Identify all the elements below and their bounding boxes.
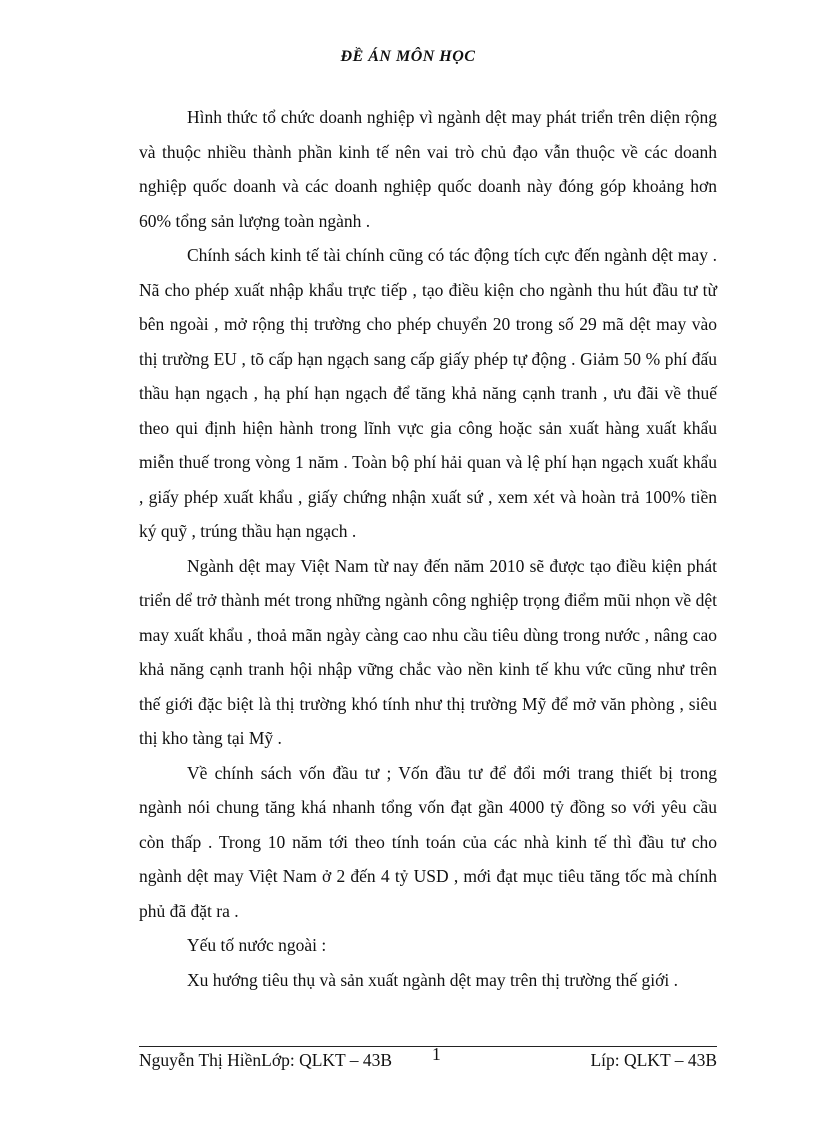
page-header-title: ĐỀ ÁN MÔN HỌC [340,48,476,65]
footer-divider [139,1046,717,1047]
paragraph-finance-policy: Chính sách kinh tế tài chính cũng có tác động tích cực đến ngành dệt may . Nã cho phép xuất nhập khẩu trực tiếp , tạo điều kiện cho ngành thu hút đầu tư từ bên ngoài , mở rộng thị trường cho phép chuyển 20 trong số 29 mã dệt may vào thị trường EU , tõ cấp hạn ngạch sang cấp giấy phép tự động . Giảm 50 % phí đấu thầu hạn ngạch , hạ phí hạn ngạch để tăng khả năng cạnh tranh , ưu đãi về thuế theo qui định hiện hành trong lĩnh vực gia công hoặc sản xuất hàng xuất khẩu miễn thuế trong vòng 1 năm . Toàn bộ phí hải quan và lệ phí hạn ngạch xuất khẩu , giấy phép xuất khẩu , giấy chứng nhận xuất sứ , xem xét và hoàn trả 100% tiền ký quỹ , trúng thầu hạn ngạch . [139,245,717,541]
paragraph-investment-policy: Về chính sách vốn đầu tư ; Vốn đầu tư để đổi mới trang thiết bị trong ngành nói chung tăng khá nhanh tổng vốn đạt gần 4000 tỷ đồng so với yêu cầu còn thấp . Trong 10 năm tới theo tính toán của các nhà kinh tế thì đầu tư cho ngành dệt may Việt Nam ở 2 đến 4 tỷ USD , mới đạt mục tiêu tăng tốc mà chính phủ đã đặt ra . [139,762,717,921]
paragraph-world-trend: Xu hướng tiêu thụ và sản xuất ngành dệt may trên thị trường thế giới . [187,969,678,990]
paragraph-organization: Hình thức tổ chức doanh nghiệp vì ngành dệt may phát triển trên diện rộng và thuộc nhiều thành phần kinh tế nên vai trò chủ đạo vẫn thuộc về các doanh nghiệp quốc doanh và các doanh nghiệp quốc doanh này đóng góp khoảng hơn 60% tổng sản lượng toàn ngành . [139,107,717,231]
footer-author: Nguyễn Thị HiềnLớp: QLKT – 43B [139,1050,393,1070]
paragraph-development-2010: Ngành dệt may Việt Nam từ nay đến năm 2010 sẽ được tạo điều kiện phát triển dể trở thành mét trong những ngành công nghiệp trọng điểm mũi nhọn về dệt may xuất khẩu , thoả mãn ngày càng cao nhu cầu tiêu dùng trong nước , nâng cao khả năng cạnh tranh hội nhập vững chắc vào nền kinh tế khu vức cũng như trên thế giới đặc biệt là thị trường khó tính như thị trường Mỹ để mở văn phòng , siêu thị kho tàng tại Mỹ . [139,555,717,748]
page-footer [139,1044,717,1076]
page-number: 1 [432,1044,441,1064]
document-body [139,100,717,997]
footer-class: Líp: QLKT – 43B [590,1050,717,1070]
paragraph-foreign-factors: Yếu tố nước ngoài : [187,935,327,955]
